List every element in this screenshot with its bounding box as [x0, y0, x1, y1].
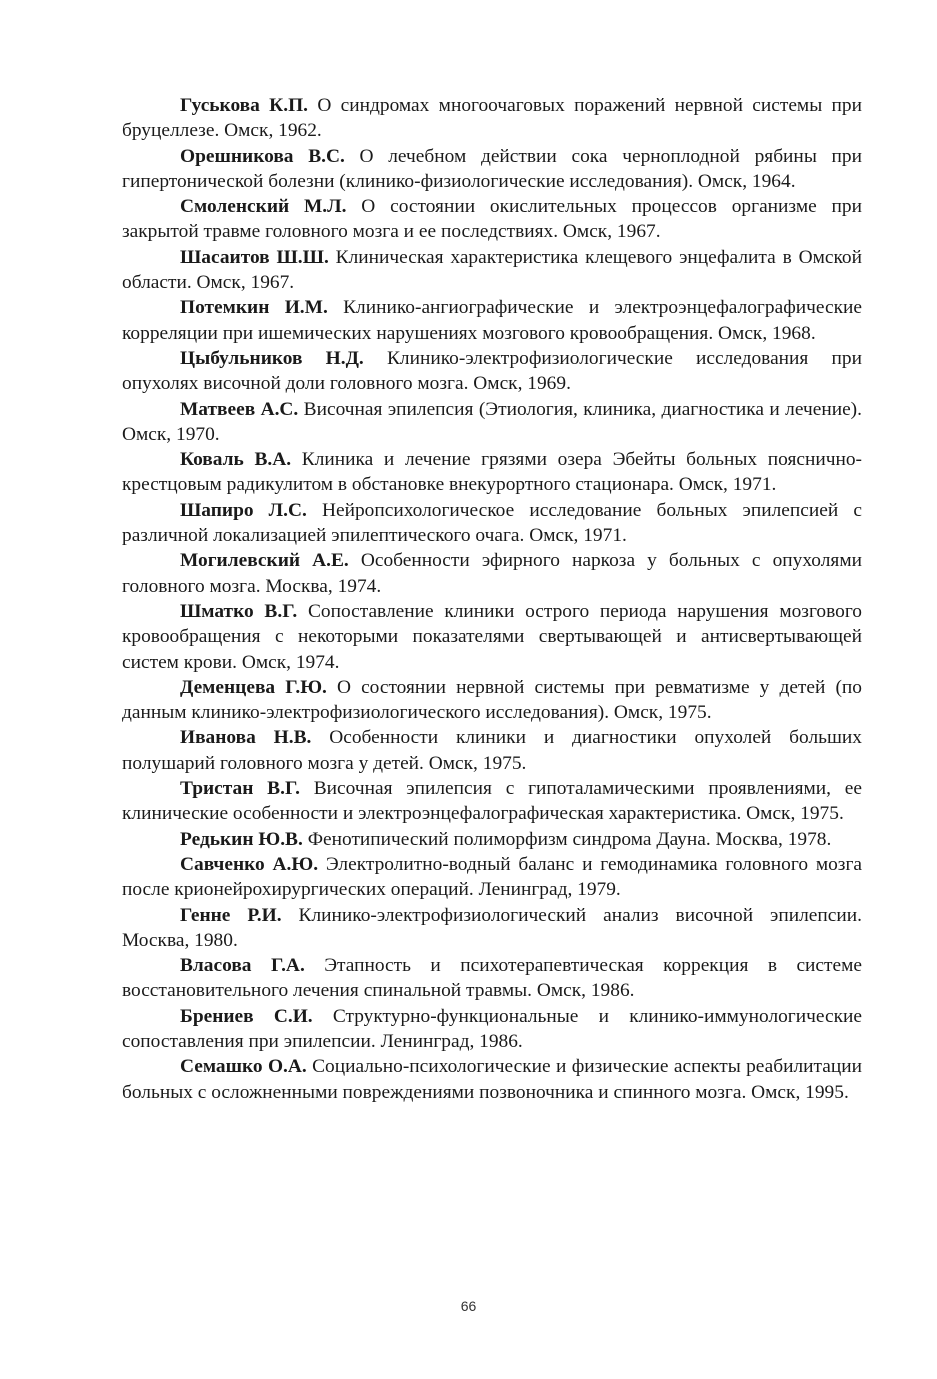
- bibliography-entry: [122, 397, 862, 448]
- entry-author: Шасаитов Ш.Ш.: [180, 246, 329, 268]
- bibliography-entry: [122, 194, 862, 245]
- bibliography-entry: [122, 447, 862, 498]
- entry-author: Коваль В.А.: [180, 449, 292, 471]
- entry-text: Особенности эфирного наркоза у больных с опухолями головного мозга. Москва, 1974.: [122, 550, 862, 597]
- entry-author: Орешникова В.С.: [180, 145, 345, 167]
- bibliography-entry: [122, 599, 862, 675]
- bibliography-entry: [122, 245, 862, 296]
- entry-text: Электролитно-водный баланс и гемодинамика головного мозга после крионейрохирургических операций. Ленинград, 1979.: [122, 853, 863, 901]
- entry-text: Височная эпилепсия с гипоталамическими проявлениями, ее клинические особенности и электроэнцефалографическая характеристика. Омск, 1975.: [122, 778, 862, 825]
- entry-author: Цыбульников Н.Д.: [180, 347, 364, 369]
- page-number: 66: [460, 1298, 477, 1314]
- entry-author: Матвеев А.С.: [180, 398, 299, 420]
- entry-text: О синдромах многоочаговых поражений нервной системы при бруцеллезе. Омск, 1962.: [122, 95, 862, 142]
- entry-text: Социально-психологические и физические аспекты реабилитации больных с осложненными повреждениями позвоночника и спинного мозга. Омск, 1995.: [122, 1056, 862, 1103]
- entry-text: Особенности клиники и диагностики опухолей больших полушарий головного мозга у детей. Омск, 1975.: [122, 727, 862, 774]
- entry-text: Сопоставление клиники острого периода нарушения мозгового кровообращения с некоторыми показателями свертывающей и антисвертывающей систем крови. Омск, 1974.: [122, 600, 862, 673]
- entry-author: Брениев С.И.: [180, 1005, 313, 1027]
- entry-text: Височная эпилепсия (Этиология, клиника, диагностика и лечение). Омск, 1970.: [122, 398, 862, 445]
- bibliography-list: [122, 93, 862, 1105]
- entry-text: О лечебном действии сока черноплодной рябины при гипертонической болезни (клинико-физиологические исследования). Омск, 1964.: [122, 145, 862, 192]
- entry-text: О состоянии нервной системы при ревматизме у детей (по данным клинико-электрофизиологического исследования). Омск, 1975.: [122, 676, 862, 724]
- entry-text: Клинико-ангиографические и электроэнцефалографические корреляции при ишемических нарушениях мозгового кровообращения. Омск, 1968.: [122, 297, 862, 344]
- entry-author: Шапиро Л.С.: [180, 499, 307, 521]
- entry-text: О состоянии окислительных процессов организме при закрытой травме головного мозга и ее последствиях. Омск, 1967.: [122, 196, 862, 243]
- entry-author: Савченко А.Ю.: [180, 853, 319, 875]
- bibliography-entry: [122, 144, 862, 195]
- entry-author: Шматко В.Г.: [180, 600, 298, 622]
- entry-author: Смоленский М.Л.: [180, 196, 347, 218]
- entry-text: Нейропсихологическое исследование больных эпилепсией с различной локализацией эпилептического очага. Омск, 1971.: [122, 499, 862, 547]
- bibliography-entry: [122, 1054, 862, 1105]
- entry-author: Власова Г.А.: [180, 955, 305, 977]
- entry-author: Генне Р.И.: [180, 904, 282, 926]
- bibliography-entry: [122, 675, 862, 726]
- entry-author: Потемкин И.М.: [180, 297, 328, 319]
- entry-text: Этапность и психотерапевтическая коррекция в системе восстановительного лечения спинальной травмы. Омск, 1986.: [122, 955, 862, 1002]
- entry-author: Иванова Н.В.: [180, 727, 312, 749]
- bibliography-entry: [122, 295, 862, 346]
- bibliography-entry: [122, 93, 862, 144]
- bibliography-entry: [122, 725, 862, 776]
- bibliography-entry: [122, 498, 862, 549]
- bibliography-entry: [122, 1004, 862, 1055]
- entry-text: Структурно-функциональные и клинико-иммунологические сопоставления при эпилепсии. Ленинград, 1986.: [122, 1005, 862, 1052]
- entry-author: Редькин Ю.В.: [180, 828, 303, 850]
- bibliography-entry: [122, 953, 862, 1004]
- entry-author: Семашко О.А.: [180, 1056, 307, 1078]
- entry-author: Гуськова К.П.: [180, 95, 309, 116]
- entry-author: Деменцева Г.Ю.: [180, 676, 327, 698]
- bibliography-entry: [122, 827, 862, 852]
- entry-text: Клинико-электрофизиологические исследования при опухолях височной доли головного мозга. Омск, 1969.: [122, 347, 862, 395]
- entry-author: Могилевский А.Е.: [180, 550, 349, 572]
- bibliography-entry: [122, 903, 862, 954]
- bibliography-entry: [122, 852, 862, 903]
- entry-text: Клинико-электрофизиологический анализ височной эпилепсии. Москва, 1980.: [122, 904, 862, 951]
- entry-text: Фенотипический полиморфизм синдрома Дауна. Москва, 1978.: [307, 828, 832, 850]
- bibliography-entry: [122, 776, 862, 827]
- bibliography-entry: [122, 548, 862, 599]
- entry-author: Тристан В.Г.: [180, 778, 300, 800]
- bibliography-entry: [122, 346, 862, 397]
- entry-text: Клиническая характеристика клещевого энцефалита в Омской области. Омск, 1967.: [122, 246, 862, 294]
- entry-text: Клиника и лечение грязями озера Эбейты больных пояснично-крестцовым радикулитом в обстановке внекурортного стационара. Омск, 1971.: [122, 449, 863, 496]
